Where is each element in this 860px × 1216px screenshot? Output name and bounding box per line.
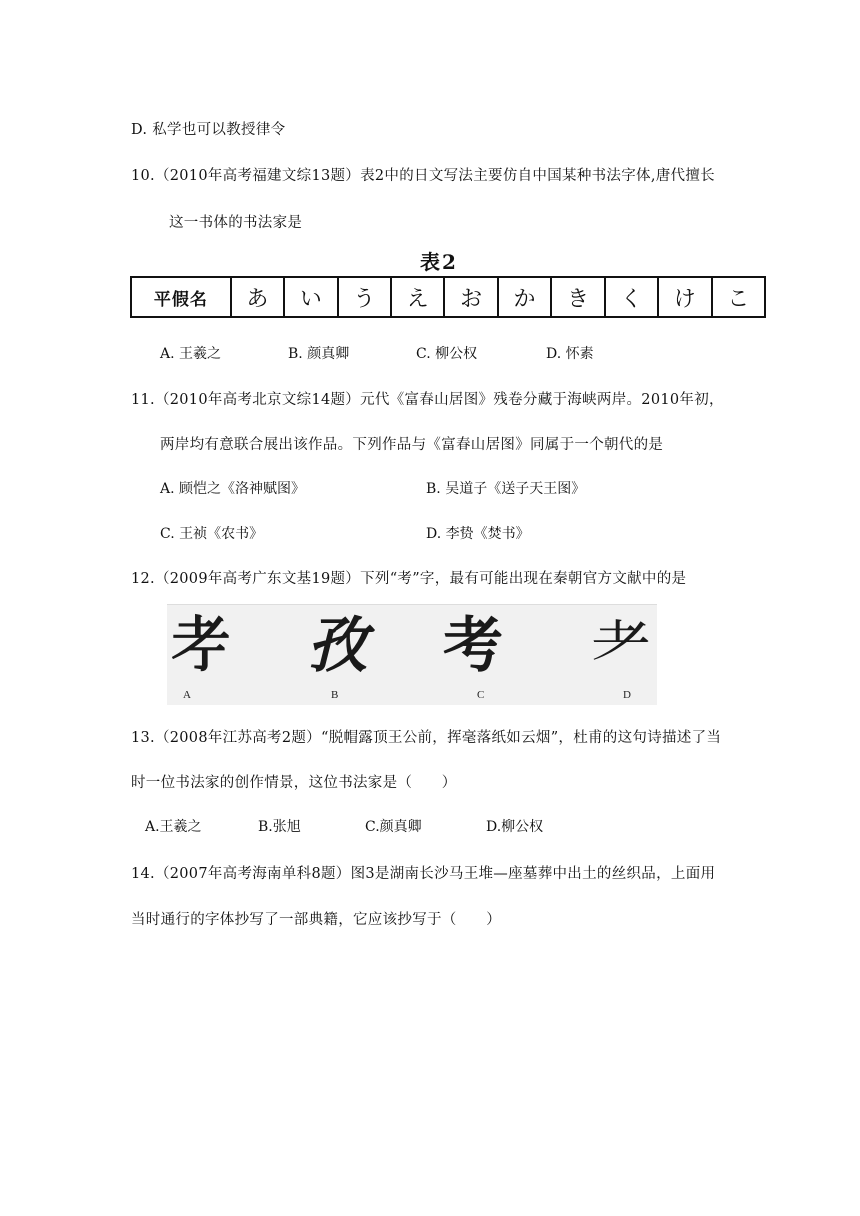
- q11-stem-line1: 11.（2010年高考北京文综14题）元代《富春山居图》残卷分藏于海峡两岸。2010年初，: [131, 392, 724, 408]
- q13-option-a: A.王羲之: [145, 819, 202, 835]
- kana-cell: き: [550, 278, 603, 316]
- q10-option-c: C. 柳公权: [416, 346, 478, 362]
- kao-glyph-c: 考: [443, 611, 503, 681]
- kao-glyph-d: 耂: [591, 611, 651, 681]
- q10-stem-line1: 10.（2010年高考福建文综13题）表2中的日文写法主要仿自中国某种书法字体,唐代擅长: [131, 168, 715, 184]
- q13-stem-line1: 13.（2008年江苏高考2题）“脱帽露顶王公前，挥毫落纸如云烟”，杜甫的这句诗描述了当: [131, 730, 722, 746]
- q9-option-d: D. 私学也可以教授律令: [131, 122, 286, 138]
- q11-option-c: C. 王祯《农书》: [160, 526, 264, 542]
- q14-stem-line1: 14.（2007年高考海南单科8题）图3是湖南长沙马王堆—座墓葬中出土的丝织品，上面用: [131, 866, 716, 882]
- table2: [130, 276, 766, 318]
- kao-letter-c: C: [477, 689, 485, 701]
- q11-option-d: D. 李贽《焚书》: [426, 526, 530, 542]
- kana-cell: い: [283, 278, 336, 316]
- kao-letter-b: B: [331, 689, 339, 701]
- kana-cell: お: [443, 278, 496, 316]
- q12-kao-image: [167, 604, 657, 705]
- kana-cell: こ: [711, 278, 764, 316]
- table2-header: 平假名: [153, 289, 208, 310]
- q10-stem-line2: 这一书体的书法家是: [169, 215, 303, 231]
- q11-option-b: B. 吴道子《送子天王图》: [426, 481, 586, 497]
- table2-caption: 表2: [420, 250, 458, 274]
- kana-cell: か: [497, 278, 550, 316]
- kana-cell: え: [390, 278, 443, 316]
- q10-option-b: B. 颜真卿: [288, 346, 350, 362]
- q10-option-d: D. 怀素: [546, 346, 594, 362]
- kao-glyph-b: 孜: [307, 611, 367, 681]
- q14-stem-line2: 当时通行的字体抄写了一部典籍，它应该抄写于（ ）: [131, 912, 501, 928]
- kana-cell: う: [337, 278, 390, 316]
- kao-glyph-a: 𦒱: [171, 611, 231, 681]
- kana-cell: あ: [230, 278, 283, 316]
- q11-stem-line2: 两岸均有意联合展出该作品。下列作品与《富春山居图》同属于一个朝代的是: [160, 437, 664, 453]
- q13-option-b: B.张旭: [258, 819, 301, 835]
- kao-letter-a: A: [183, 689, 191, 701]
- q13-option-c: C.颜真卿: [365, 819, 422, 835]
- q12-stem: 12.（2009年高考广东文基19题）下列“考”字，最有可能出现在秦朝官方文献中的是: [131, 571, 687, 587]
- q13-stem-line2: 时一位书法家的创作情景，这位书法家是（ ）: [131, 775, 457, 791]
- kao-letter-d: D: [623, 689, 631, 701]
- kana-cell: け: [657, 278, 710, 316]
- q10-option-a: A. 王羲之: [160, 346, 222, 362]
- kana-cell: く: [604, 278, 657, 316]
- q11-option-a: A. 顾恺之《洛神赋图》: [160, 481, 306, 497]
- q13-option-d: D.柳公权: [486, 819, 544, 835]
